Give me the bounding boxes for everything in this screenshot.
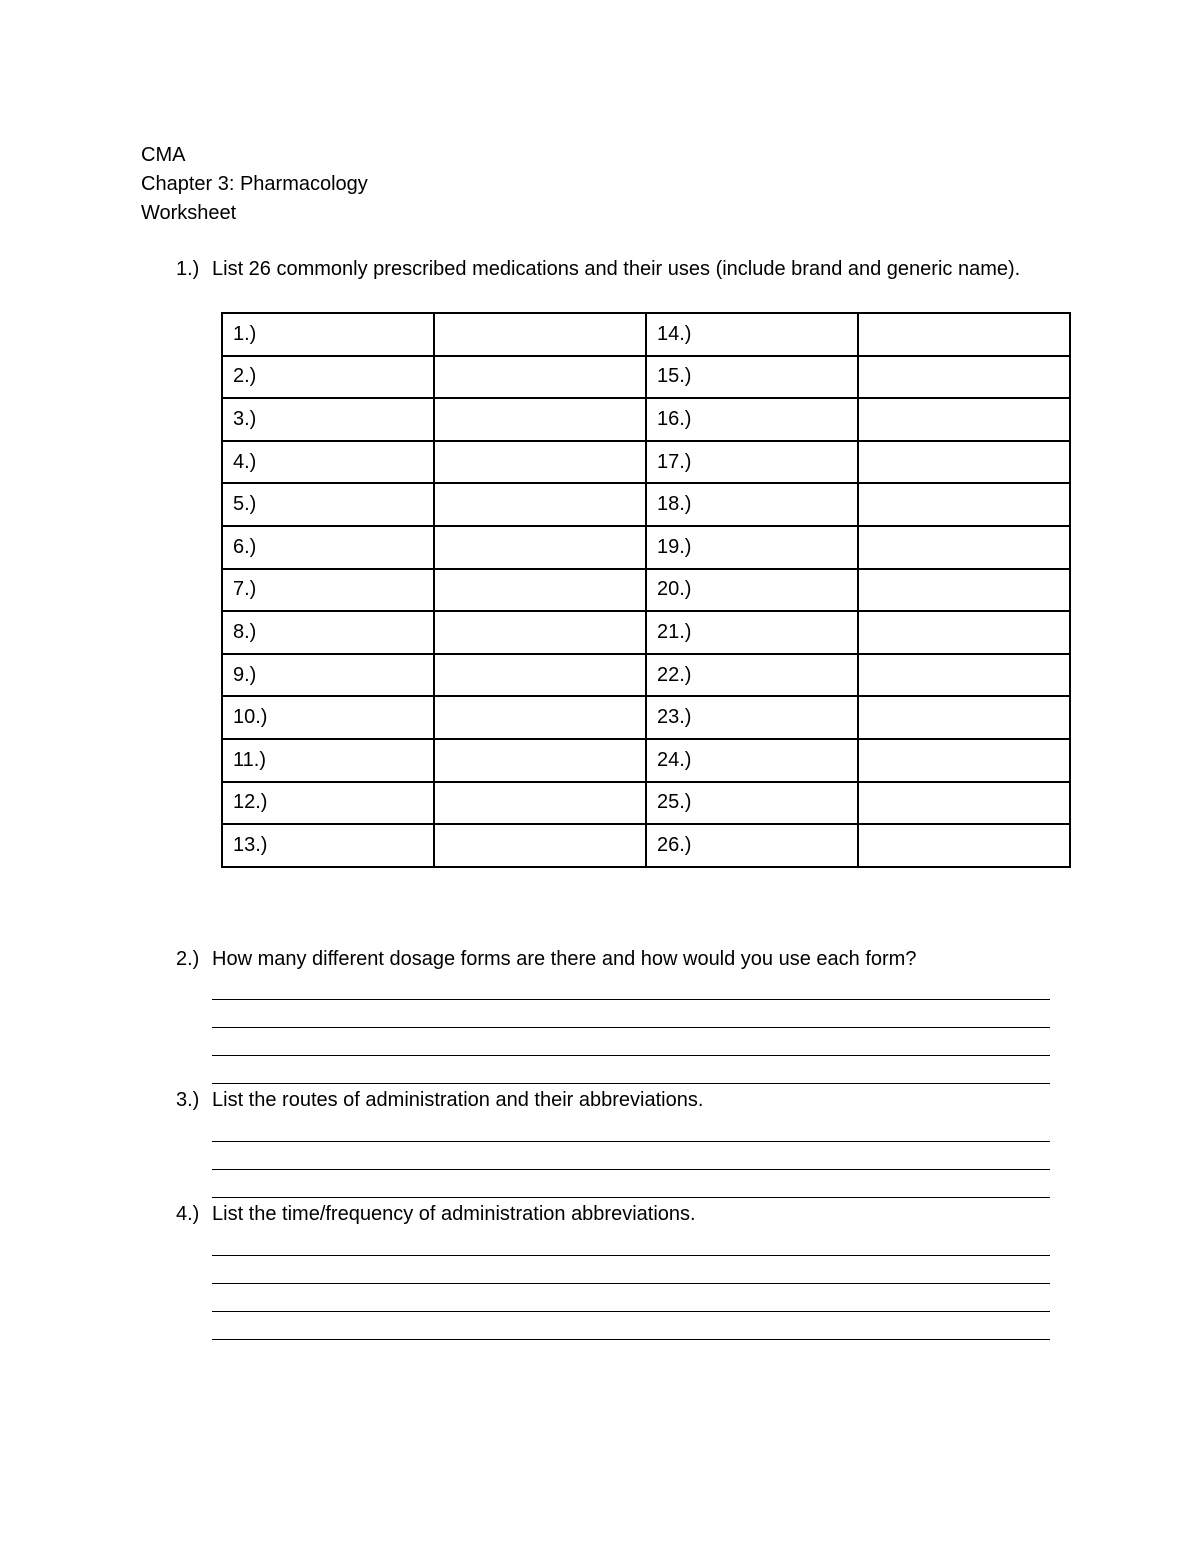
table-row xyxy=(222,611,1070,654)
question-text: List the time/frequency of administration abbreviations. xyxy=(212,1203,696,1225)
row-number-cell: 25.) xyxy=(646,782,858,825)
medication-entry-cell[interactable] xyxy=(434,356,646,399)
table-row xyxy=(222,569,1070,612)
row-number-cell: 11.) xyxy=(222,739,434,782)
question-4 xyxy=(176,1200,1050,1228)
row-number-cell: 23.) xyxy=(646,696,858,739)
question-1 xyxy=(176,255,1050,283)
table-row xyxy=(222,526,1070,569)
question-text: List the routes of administration and their abbreviations. xyxy=(212,1089,704,1111)
table-row xyxy=(222,654,1070,697)
medication-entry-cell[interactable] xyxy=(858,483,1070,526)
question-3 xyxy=(176,1086,1050,1114)
medication-entry-cell[interactable] xyxy=(858,739,1070,782)
table-row xyxy=(222,739,1070,782)
table-row xyxy=(222,483,1070,526)
medication-entry-cell[interactable] xyxy=(434,696,646,739)
medication-entry-cell[interactable] xyxy=(434,611,646,654)
medication-entry-cell[interactable] xyxy=(858,696,1070,739)
answer-line[interactable] xyxy=(212,1000,1050,1028)
row-number-cell: 1.) xyxy=(222,313,434,356)
row-number-cell: 22.) xyxy=(646,654,858,697)
medication-entry-cell[interactable] xyxy=(434,739,646,782)
medication-entry-cell[interactable] xyxy=(858,356,1070,399)
row-number-cell: 21.) xyxy=(646,611,858,654)
answer-lines-q2[interactable] xyxy=(212,972,1050,1084)
question-number: 3.) xyxy=(176,1089,200,1111)
answer-lines-q4[interactable] xyxy=(212,1228,1050,1340)
question-text: How many different dosage forms are there and how would you use each form? xyxy=(212,948,917,970)
question-2 xyxy=(176,945,1050,973)
course-code: CMA xyxy=(141,144,186,166)
medication-entry-cell[interactable] xyxy=(858,569,1070,612)
answer-line[interactable] xyxy=(212,972,1050,1000)
chapter-title: Chapter 3: Pharmacology xyxy=(141,173,368,195)
row-number-cell: 8.) xyxy=(222,611,434,654)
medication-entry-cell[interactable] xyxy=(434,526,646,569)
medication-entry-cell[interactable] xyxy=(858,611,1070,654)
medication-entry-cell[interactable] xyxy=(858,782,1070,825)
table-row xyxy=(222,782,1070,825)
row-number-cell: 6.) xyxy=(222,526,434,569)
row-number-cell: 16.) xyxy=(646,398,858,441)
row-number-cell: 9.) xyxy=(222,654,434,697)
table-row xyxy=(222,313,1070,356)
medication-entry-cell[interactable] xyxy=(858,526,1070,569)
table-row xyxy=(222,824,1070,867)
table-row xyxy=(222,356,1070,399)
answer-line[interactable] xyxy=(212,1114,1050,1142)
row-number-cell: 14.) xyxy=(646,313,858,356)
medication-entry-cell[interactable] xyxy=(434,398,646,441)
row-number-cell: 13.) xyxy=(222,824,434,867)
row-number-cell: 2.) xyxy=(222,356,434,399)
row-number-cell: 20.) xyxy=(646,569,858,612)
answer-line[interactable] xyxy=(212,1142,1050,1170)
row-number-cell: 12.) xyxy=(222,782,434,825)
row-number-cell: 26.) xyxy=(646,824,858,867)
worksheet-header xyxy=(141,141,368,228)
answer-line[interactable] xyxy=(212,1170,1050,1198)
document-type: Worksheet xyxy=(141,202,237,224)
answer-line[interactable] xyxy=(212,1256,1050,1284)
question-text: List 26 commonly prescribed medications and their uses (include brand and generic name). xyxy=(212,258,1021,280)
row-number-cell: 10.) xyxy=(222,696,434,739)
question-number: 1.) xyxy=(176,258,200,280)
row-number-cell: 7.) xyxy=(222,569,434,612)
row-number-cell: 4.) xyxy=(222,441,434,484)
medication-entry-cell[interactable] xyxy=(434,569,646,612)
row-number-cell: 15.) xyxy=(646,356,858,399)
medication-entry-cell[interactable] xyxy=(858,441,1070,484)
medication-entry-cell[interactable] xyxy=(434,441,646,484)
medication-entry-cell[interactable] xyxy=(858,313,1070,356)
table-row xyxy=(222,696,1070,739)
question-number: 4.) xyxy=(176,1203,200,1225)
row-number-cell: 24.) xyxy=(646,739,858,782)
row-number-cell: 3.) xyxy=(222,398,434,441)
medication-entry-cell[interactable] xyxy=(434,313,646,356)
answer-line[interactable] xyxy=(212,1028,1050,1056)
medication-entry-cell[interactable] xyxy=(858,398,1070,441)
answer-line[interactable] xyxy=(212,1284,1050,1312)
row-number-cell: 5.) xyxy=(222,483,434,526)
medication-entry-cell[interactable] xyxy=(858,824,1070,867)
row-number-cell: 19.) xyxy=(646,526,858,569)
answer-line[interactable] xyxy=(212,1228,1050,1256)
medication-entry-cell[interactable] xyxy=(434,654,646,697)
row-number-cell: 17.) xyxy=(646,441,858,484)
medications-table xyxy=(221,312,1071,868)
table-row xyxy=(222,398,1070,441)
question-number: 2.) xyxy=(176,948,200,970)
medication-entry-cell[interactable] xyxy=(434,782,646,825)
row-number-cell: 18.) xyxy=(646,483,858,526)
answer-lines-q3[interactable] xyxy=(212,1114,1050,1198)
medication-entry-cell[interactable] xyxy=(858,654,1070,697)
answer-line[interactable] xyxy=(212,1312,1050,1340)
table-row xyxy=(222,441,1070,484)
answer-line[interactable] xyxy=(212,1056,1050,1084)
medication-entry-cell[interactable] xyxy=(434,483,646,526)
medication-entry-cell[interactable] xyxy=(434,824,646,867)
